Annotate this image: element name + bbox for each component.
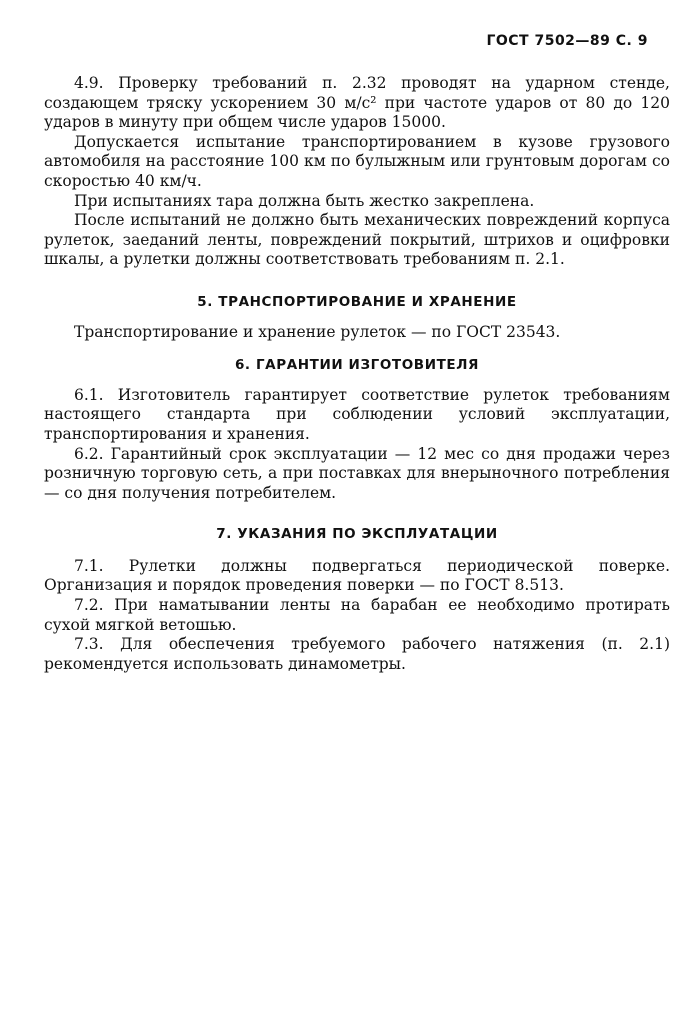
paragraph-7-2: 7.2. При наматывании ленты на барабан ее необходимо протирать сухой мягкой ветошью. xyxy=(44,596,670,634)
paragraph-5: Транспортирование и хранение рулеток — по ГОСТ 23543. xyxy=(74,322,561,341)
paragraph-6-1: 6.1. Изготовитель гарантирует соответствие рулеток требованиям настоящего стандарта при соблюдении условий эксплуатации, транспортирования и хранения. xyxy=(44,385,670,443)
paragraph-7-3: 7.3. Для обеспечения требуемого рабочего натяжения (п. 2.1) рекомендуется использовать динамометры. xyxy=(44,635,670,673)
paragraph-6-2: 6.2. Гарантийный срок эксплуатации — 12 мес со дня продажи через розничную торговую сеть, а при поставках для внерыночного потребления — со дня получения потребителем. xyxy=(44,444,670,502)
paragraph-after-test: После испытаний не должно быть механических повреждений корпуса рулеток, заеданий ленты, повреждений покрытий, штрихов и оцифровки шкалы, а рулетки должны соответствовать требованиям п. 2.1. xyxy=(44,211,670,269)
section-title-6: 6. ГАРАНТИИ ИЗГОТОВИТЕЛЯ xyxy=(234,357,480,374)
paragraph-fixing: При испытаниях тара должна быть жестко закреплена. xyxy=(74,191,535,210)
section-title-5: 5. ТРАНСПОРТИРОВАНИЕ И ХРАНЕНИЕ xyxy=(197,293,517,310)
page-content xyxy=(44,74,670,674)
page-header-standard-ref: ГОСТ 7502—89 С. 9 xyxy=(486,33,648,49)
paragraph-transport-test: Допускается испытание транспортированием в кузове грузового автомобиля на расстояние 100 км по булыжным или грунтовым дорогам со скоростью 40 км/ч. xyxy=(44,132,670,190)
paragraph-7-1: 7.1. Рулетки должны подвергаться периодической поверке. Организация и порядок проведения поверки — по ГОСТ 8.513. xyxy=(44,556,670,595)
paragraph-4-9: 4.9. Проверку требований п. 2.32 проводят на ударном стенде, создающем тряску ускорением 30 м/с² при частоте ударов от 80 до 120 ударов в минуту при общем числе ударов 15000. xyxy=(44,74,670,132)
section-title-7: 7. УКАЗАНИЯ ПО ЭКСПЛУАТАЦИИ xyxy=(216,526,498,543)
